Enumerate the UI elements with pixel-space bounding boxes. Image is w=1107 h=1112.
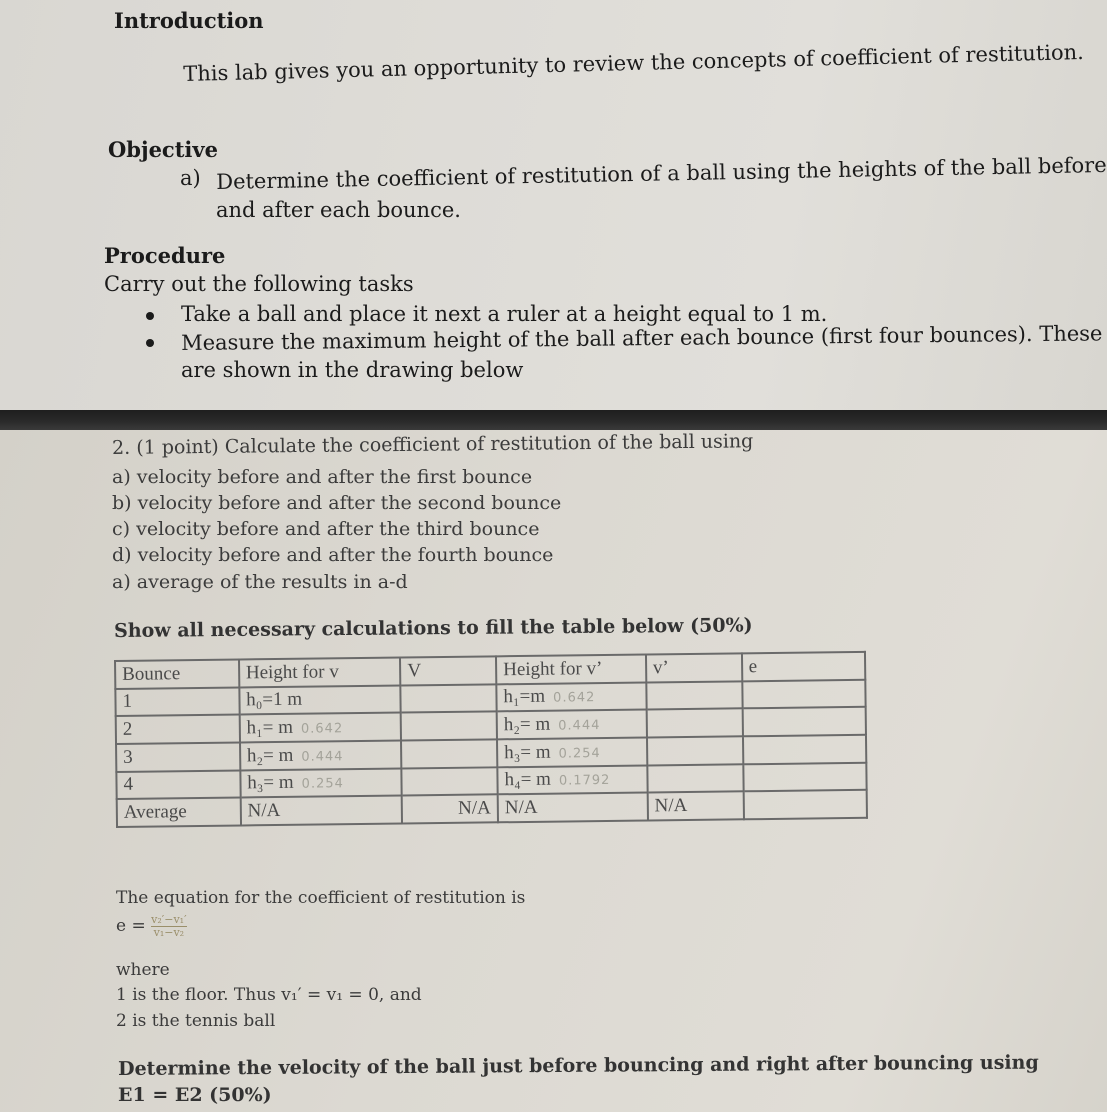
objective-label: a) <box>180 166 201 190</box>
cell-e <box>743 790 867 819</box>
question-item-d: d) velocity before and after the fourth bounce <box>112 544 554 566</box>
cell-height-v-prime: h₂= m 0.444 <box>497 710 647 739</box>
cell-bounce: Average <box>117 798 241 827</box>
cell-bounce: 2 <box>116 715 240 744</box>
cell-v-prime <box>646 681 742 710</box>
cell-height-v-prime: h₁=m 0.642 <box>496 682 646 711</box>
cell-bounce: 3 <box>116 742 240 771</box>
question-item-c: c) velocity before and after the third bounce <box>112 518 540 540</box>
handwritten-value: 0.444 <box>301 749 344 765</box>
cell-v-prime <box>646 709 742 738</box>
equation-fraction <box>151 914 186 939</box>
question-item-average: a) average of the results in a-d <box>112 571 408 593</box>
handwritten-value: 0.254 <box>558 745 601 762</box>
cell-height-v-prime: h₄= m 0.1792 <box>497 765 647 794</box>
cell-v-prime <box>647 764 743 793</box>
top-photo-section <box>0 0 1107 410</box>
equation-lhs: e = <box>116 916 146 936</box>
question-item-b: b) velocity before and after the second bounce <box>112 492 562 514</box>
cell-v: N/A <box>402 795 498 824</box>
question-item-a: a) velocity before and after the first bounce <box>112 466 533 488</box>
cell-bounce: 4 <box>116 770 240 799</box>
equation-intro: The equation for the coefficient of restitution is <box>116 888 526 908</box>
cell-v <box>401 739 497 768</box>
cell-v <box>401 684 497 713</box>
handwritten-value: 0.642 <box>553 690 596 707</box>
cell-height-v: h₀=1 m <box>239 685 401 715</box>
cell-bounce: 1 <box>115 687 239 716</box>
objective-heading: Objective <box>108 137 218 162</box>
procedure-bullet-1: Take a ball and place it next a ruler at a height equal to 1 m. <box>181 302 828 326</box>
procedure-bullet-2-line-1: Measure the maximum height of the ball after each bounce (first four bounces). These <box>181 321 1103 355</box>
results-table <box>114 651 868 828</box>
cell-e <box>742 707 866 736</box>
equation-line-1: 1 is the floor. Thus v₁′ = v₁ = 0, and <box>116 985 422 1005</box>
equation-numerator: v₂′−v₁′ <box>151 913 187 926</box>
header-v: V <box>400 656 496 685</box>
cell-height-v-prime: h₃= m 0.254 <box>497 737 647 766</box>
cell-height-v: h₃= m 0.254 <box>240 768 402 798</box>
procedure-heading: Procedure <box>104 243 226 268</box>
procedure-bullet-2-line-2: are shown in the drawing below <box>181 358 524 382</box>
header-e: e <box>741 652 865 681</box>
bullet-icon <box>146 312 154 320</box>
cell-v <box>402 767 498 796</box>
equation-formula <box>116 914 187 939</box>
cell-v-prime <box>647 736 743 765</box>
cell-height-v-prime: N/A <box>498 793 648 823</box>
cell-height-v: h₂= m 0.444 <box>240 740 402 770</box>
table-instruction: Show all necessary calculations to fill the table below (50%) <box>114 614 753 642</box>
equation-where: where <box>116 960 170 980</box>
objective-line-2: and after each bounce. <box>216 198 461 222</box>
cell-height-v: N/A <box>240 796 402 826</box>
cell-e <box>742 735 866 764</box>
cell-e <box>742 679 866 708</box>
bullet-icon <box>146 339 154 347</box>
introduction-heading: Introduction <box>114 8 264 33</box>
header-bounce: Bounce <box>115 659 239 688</box>
equation-line-2: 2 is the tennis ball <box>116 1011 276 1031</box>
procedure-intro: Carry out the following tasks <box>104 272 414 296</box>
handwritten-value: 0.642 <box>300 721 344 737</box>
objective-line-1: Determine the coefficient of restitution of a ball using the heights of the ball before <box>216 152 1107 194</box>
final-instruction-line-2: E1 = E2 (50%) <box>118 1084 272 1106</box>
header-height-v-prime: Height for v’ <box>496 655 646 684</box>
introduction-text: This lab gives you an opportunity to review the concepts of coefficient of restitution. <box>183 39 1085 86</box>
handwritten-value: 0.254 <box>301 776 344 793</box>
cell-v-prime: N/A <box>647 792 743 821</box>
cell-v <box>401 712 497 741</box>
header-height-v: Height for v <box>239 658 401 688</box>
header-v-prime: v’ <box>646 653 742 682</box>
photo-divider <box>0 410 1107 430</box>
final-instruction-line-1: Determine the velocity of the ball just before bouncing and right after bouncing using <box>118 1051 1039 1080</box>
handwritten-value: 0.1792 <box>558 773 611 790</box>
handwritten-value: 0.444 <box>558 718 601 734</box>
cell-e <box>743 762 867 791</box>
cell-height-v: h₁= m 0.642 <box>239 713 401 743</box>
question-title: 2. (1 point) Calculate the coefficient of restitution of the ball using <box>112 430 754 459</box>
equation-denominator: v₁−v₂ <box>151 926 186 939</box>
